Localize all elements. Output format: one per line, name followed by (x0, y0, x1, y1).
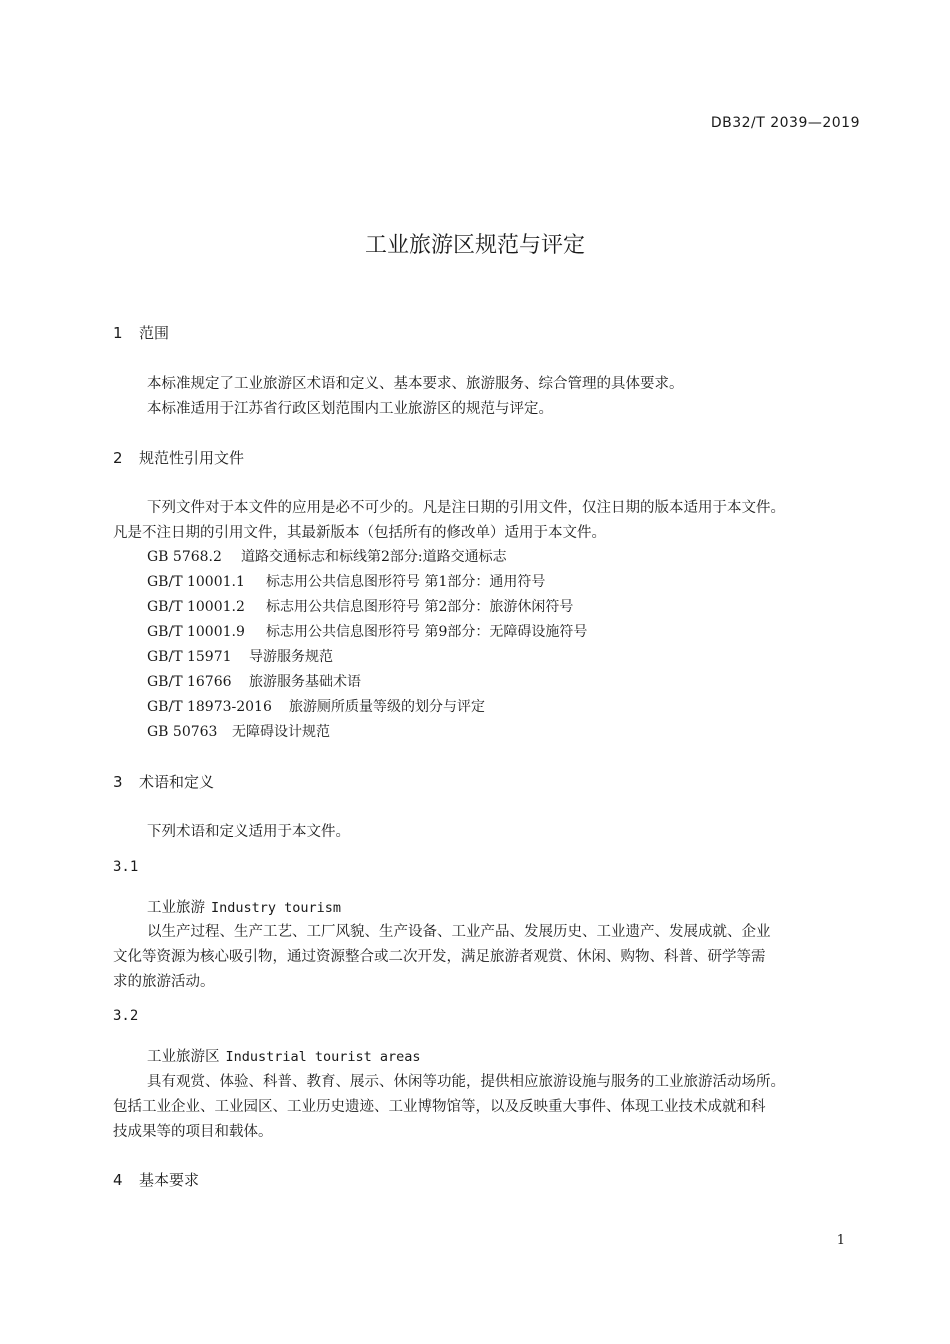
term-name-cn: 工业旅游 (147, 900, 205, 916)
paragraph-line: 凡是不注日期的引用文件，其最新版本（包括所有的修改单）适用于本文件。 (113, 525, 606, 541)
definition-line: 文化等资源为核心吸引物，通过资源整合或二次开发，满足旅游者观赏、休闲、购物、科普、研学等需 (113, 949, 766, 965)
reference-item (147, 646, 333, 666)
document-title: 工业旅游区规范与评定 (364, 233, 585, 258)
reference-item (147, 596, 573, 616)
section-title: 术语和定义 (139, 773, 215, 791)
section-title: 范围 (139, 324, 170, 342)
reference-item (147, 721, 330, 741)
definition-line: 技成果等的项目和载体。 (113, 1124, 273, 1140)
definition-line: 包括工业企业、工业园区、工业历史遗迹、工业博物馆等，以及反映重大事件、体现工业技术成就和科 (113, 1099, 766, 1115)
paragraph-line: 下列文件对于本文件的应用是必不可少的。凡是注日期的引用文件，仅注日期的版本适用于本文件。 (147, 500, 785, 516)
reference-code: GB/T 18973-2016 (147, 699, 272, 715)
standard-code: DB32/T 2039—2019 (710, 115, 860, 131)
reference-title: 标志用公共信息图形符号 第2部分：旅游休闲符号 (266, 599, 574, 615)
reference-item (147, 546, 507, 566)
section-heading-basic-requirements (113, 1169, 199, 1190)
reference-item (147, 671, 361, 691)
paragraph: 本标准规定了工业旅游区术语和定义、基本要求、旅游服务、综合管理的具体要求。 (147, 376, 684, 392)
definition-line: 求的旅游活动。 (113, 974, 215, 990)
section-heading-scope (113, 322, 169, 343)
reference-code: GB/T 16766 (147, 674, 232, 690)
reference-item (147, 571, 545, 591)
paragraph: 本标准适用于江苏省行政区划范围内工业旅游区的规范与评定。 (147, 401, 553, 417)
section-number: 2 (113, 449, 123, 467)
term-name-cn: 工业旅游区 (147, 1049, 220, 1065)
paragraph: 下列术语和定义适用于本文件。 (147, 824, 350, 840)
reference-code: GB/T 10001.2 (147, 599, 245, 615)
reference-title: 导游服务规范 (249, 649, 333, 665)
section-title: 规范性引用文件 (139, 449, 245, 467)
term-name-en: Industrial tourist areas (225, 1049, 421, 1065)
reference-item (147, 696, 485, 716)
term-number: 3.1 (113, 859, 139, 875)
page-number: 1 (836, 1233, 845, 1248)
section-number: 3 (113, 773, 123, 791)
reference-code: GB/T 15971 (147, 649, 232, 665)
section-title: 基本要求 (139, 1171, 200, 1189)
definition-line: 以生产过程、生产工艺、工厂风貌、生产设备、工业产品、发展历史、工业遗产、发展成就、企业 (147, 924, 771, 940)
reference-title: 无障碍设计规范 (232, 724, 330, 740)
section-heading-normative-references (113, 447, 244, 468)
reference-title: 标志用公共信息图形符号 第1部分：通用符号 (266, 574, 546, 590)
reference-title: 标志用公共信息图形符号 第9部分：无障碍设施符号 (266, 624, 588, 640)
term-heading (147, 1045, 421, 1066)
reference-title: 旅游服务基础术语 (249, 674, 361, 690)
section-number: 1 (113, 324, 123, 342)
definition-line: 具有观赏、体验、科普、教育、展示、休闲等功能，提供相应旅游设施与服务的工业旅游活动场所。 (147, 1074, 785, 1090)
section-number: 4 (113, 1171, 123, 1189)
reference-code: GB/T 10001.1 (147, 574, 245, 590)
reference-code: GB/T 10001.9 (147, 624, 245, 640)
term-number: 3.2 (113, 1008, 139, 1024)
term-name-en: Industry tourism (211, 900, 342, 916)
reference-title: 旅游厕所质量等级的划分与评定 (289, 699, 485, 715)
reference-code: GB 5768.2 (147, 549, 222, 565)
reference-code: GB 50763 (147, 724, 218, 740)
term-heading (147, 896, 341, 917)
section-heading-terms-definitions (113, 771, 214, 792)
reference-item (147, 621, 587, 641)
reference-title: 道路交通标志和标线第2部分:道路交通标志 (241, 549, 507, 565)
